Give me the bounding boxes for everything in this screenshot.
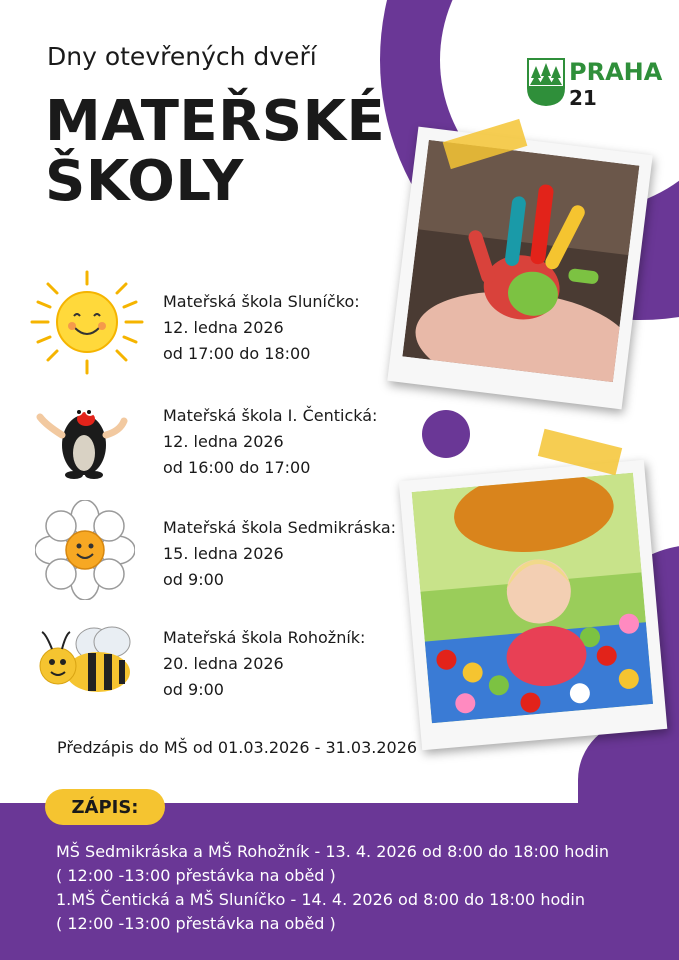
school-time: od 9:00 <box>163 570 224 589</box>
school-name: Mateřská škola Sluníčko: <box>163 292 360 311</box>
logo-name: PRAHA <box>569 58 663 86</box>
bee-icon <box>36 622 136 696</box>
sun-icon <box>30 270 145 375</box>
school-date: 15. ledna 2026 <box>163 544 284 563</box>
school-time: od 17:00 do 18:00 <box>163 344 311 363</box>
ball-pit-image <box>412 473 653 723</box>
school-date: 12. ledna 2026 <box>163 432 284 451</box>
logo-number: 21 <box>569 86 597 110</box>
painted-hand-image <box>402 140 639 382</box>
zapis-line: 1.MŠ Čentická a MŠ Sluníčko - 14. 4. 2026 od 8:00 do 18:00 hodin <box>56 890 585 909</box>
zapis-line: ( 12:00 -13:00 přestávka na oběd ) <box>56 866 336 885</box>
daisy-icon <box>35 500 135 600</box>
page-title <box>45 89 386 214</box>
photo-ball-pit-girl <box>399 460 668 750</box>
school-date: 20. ledna 2026 <box>163 654 284 673</box>
photo-painted-hand <box>387 127 652 410</box>
preregistration-text: Předzápis do MŠ od 01.03.2026 - 31.03.2026 <box>57 738 418 757</box>
zapis-line: ( 12:00 -13:00 přestávka na oběd ) <box>56 914 336 933</box>
small-purple-dot <box>422 410 470 458</box>
school-time: od 16:00 do 17:00 <box>163 458 311 477</box>
title-line-1: MATEŘSKÉ <box>45 89 386 154</box>
subtitle: Dny otevřených dveří <box>47 42 317 71</box>
zapis-line: MŠ Sedmikráska a MŠ Rohožník - 13. 4. 2026 od 8:00 do 18:00 hodin <box>56 842 609 861</box>
school-time: od 9:00 <box>163 680 224 699</box>
school-name: Mateřská škola Rohožník: <box>163 628 366 647</box>
school-entry <box>163 289 360 367</box>
school-name: Mateřská škola I. Čentická: <box>163 406 378 425</box>
school-entry <box>163 625 365 703</box>
praha-21-logo <box>527 58 667 108</box>
mole-icon <box>36 395 132 479</box>
school-date: 12. ledna 2026 <box>163 318 284 337</box>
shield-trees-icon <box>527 58 565 106</box>
title-line-2: ŠKOLY <box>45 149 244 214</box>
school-entry <box>163 403 377 481</box>
school-entry <box>163 515 396 593</box>
zapis-details <box>56 840 609 936</box>
zapis-badge: ZÁPIS: <box>45 789 165 825</box>
school-name: Mateřská škola Sedmikráska: <box>163 518 397 537</box>
